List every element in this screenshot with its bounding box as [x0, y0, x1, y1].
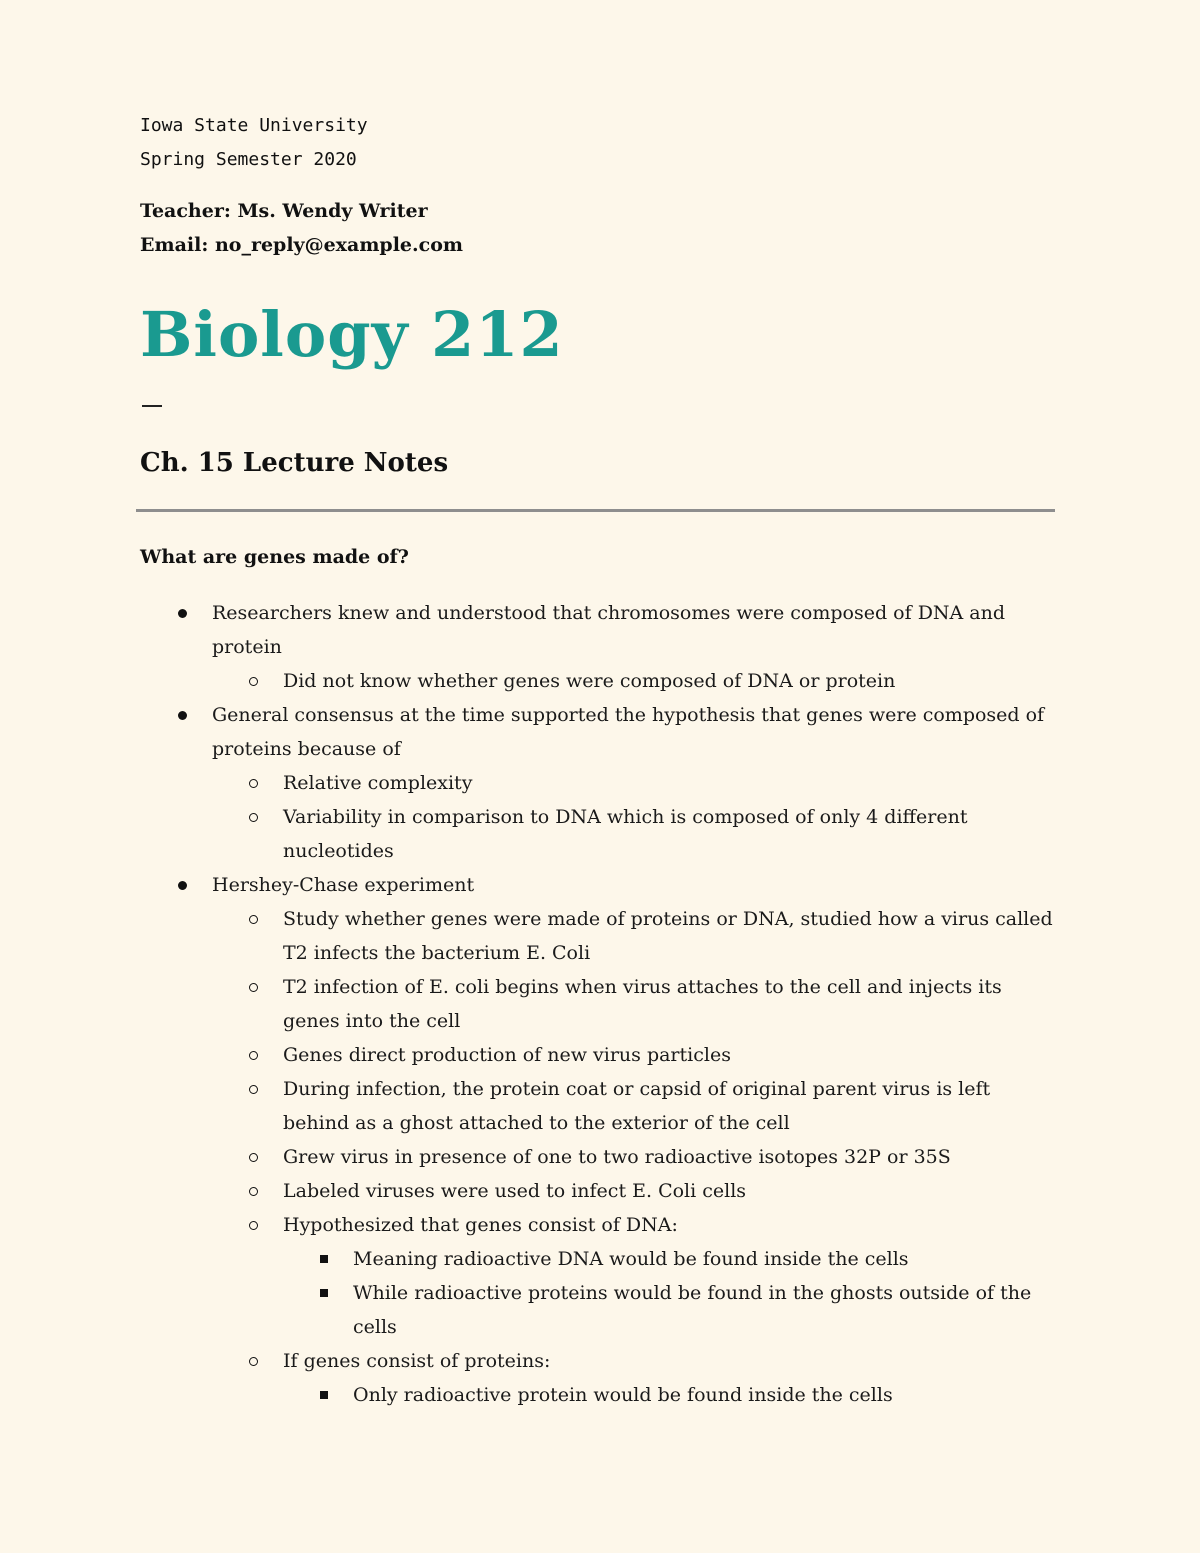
hollow-circle-bullet-icon	[249, 1153, 258, 1162]
horizontal-divider	[136, 509, 1055, 512]
hollow-circle-bullet-icon	[249, 1357, 258, 1366]
notes-list	[140, 596, 1060, 1412]
list-item	[140, 1344, 1060, 1378]
list-item	[140, 1276, 1060, 1344]
hollow-circle-bullet-icon	[249, 1221, 258, 1230]
hollow-circle-bullet-icon	[249, 983, 258, 992]
list-item	[140, 1072, 1060, 1140]
list-item-text: Labeled viruses were used to infect E. Coli cells	[283, 1180, 747, 1202]
list-item-text: Study whether genes were made of proteins or DNA, studied how a virus called T2 infects the bacterium E. Coli	[283, 908, 1053, 964]
list-item	[140, 800, 1060, 868]
list-item	[140, 902, 1060, 970]
document-subtitle: Ch. 15 Lecture Notes	[140, 448, 449, 478]
university-name: Iowa State University	[140, 115, 368, 136]
hollow-circle-bullet-icon	[249, 813, 258, 822]
list-item-text: Hypothesized that genes consist of DNA:	[283, 1214, 678, 1236]
title-dash	[142, 405, 162, 407]
list-item-text: During infection, the protein coat or capsid of original parent virus is left behind as a ghost attached to the exterior of the cell	[283, 1078, 991, 1134]
filled-square-bullet-icon	[320, 1289, 328, 1297]
list-item-text: Genes direct production of new virus particles	[283, 1044, 731, 1066]
list-item	[140, 766, 1060, 800]
hollow-circle-bullet-icon	[249, 1051, 258, 1060]
semester-label: Spring Semester 2020	[140, 149, 357, 170]
list-item	[140, 1208, 1060, 1242]
teacher-label: Teacher: Ms. Wendy Writer	[140, 200, 428, 222]
list-item-text: Did not know whether genes were composed of DNA or protein	[283, 670, 896, 692]
list-item	[140, 664, 1060, 698]
list-item-text: Relative complexity	[283, 772, 473, 794]
filled-square-bullet-icon	[320, 1391, 328, 1399]
filled-square-bullet-icon	[320, 1255, 328, 1263]
hollow-circle-bullet-icon	[249, 1187, 258, 1196]
filled-circle-bullet-icon	[178, 881, 187, 890]
email-label: Email: no_reply@example.com	[140, 234, 463, 256]
list-item-text: Only radioactive protein would be found inside the cells	[353, 1384, 893, 1406]
filled-circle-bullet-icon	[178, 609, 187, 618]
list-item-text: General consensus at the time supported the hypothesis that genes were composed of proteins because of	[212, 704, 1045, 760]
list-item	[140, 698, 1060, 766]
list-item-text: Variability in comparison to DNA which is composed of only 4 different nucleotides	[283, 806, 968, 862]
document-title: Biology 212	[140, 298, 564, 371]
list-item-text: Researchers knew and understood that chromosomes were composed of DNA and protein	[212, 602, 1006, 658]
list-item-text: While radioactive proteins would be found in the ghosts outside of the cells	[353, 1282, 1032, 1338]
list-item-text: Grew virus in presence of one to two radioactive isotopes 32P or 35S	[283, 1146, 951, 1168]
section-heading: What are genes made of?	[140, 546, 409, 568]
hollow-circle-bullet-icon	[249, 677, 258, 686]
hollow-circle-bullet-icon	[249, 915, 258, 924]
list-item	[140, 1242, 1060, 1276]
list-item	[140, 970, 1060, 1038]
filled-circle-bullet-icon	[178, 711, 187, 720]
list-item-text: If genes consist of proteins:	[283, 1350, 551, 1372]
list-item-text: Meaning radioactive DNA would be found inside the cells	[353, 1248, 909, 1270]
list-item	[140, 1140, 1060, 1174]
list-item	[140, 1174, 1060, 1208]
hollow-circle-bullet-icon	[249, 779, 258, 788]
list-item	[140, 868, 1060, 902]
list-item-text: Hershey-Chase experiment	[212, 874, 475, 896]
list-item	[140, 1378, 1060, 1412]
list-item	[140, 596, 1060, 664]
list-item-text: T2 infection of E. coli begins when virus attaches to the cell and injects its genes into the cell	[283, 976, 1002, 1032]
list-item	[140, 1038, 1060, 1072]
hollow-circle-bullet-icon	[249, 1085, 258, 1094]
